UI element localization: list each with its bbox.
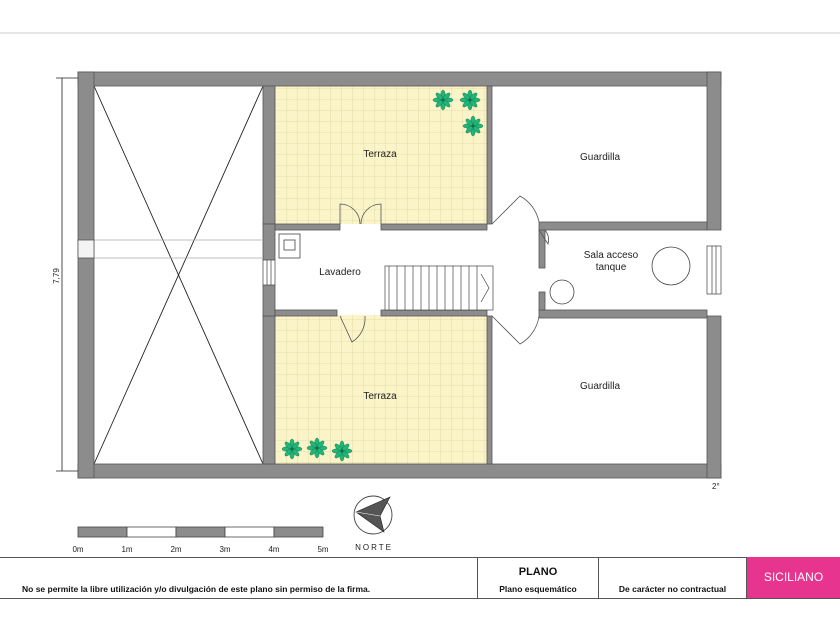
label-sala-line2: tanque xyxy=(595,262,627,273)
tank-small xyxy=(550,280,574,304)
plan-title: PLANO xyxy=(518,566,558,578)
tank-large xyxy=(652,247,690,285)
plan-subtitle: Plano esquemático xyxy=(499,584,577,594)
scale-tick-3: 3m xyxy=(219,545,231,554)
non-contractual-cell xyxy=(599,558,747,598)
north-compass-icon xyxy=(354,496,392,534)
scale-tick-2: 2m xyxy=(170,545,182,554)
scale-bar xyxy=(78,527,323,537)
dimension-label: 7,79 xyxy=(52,268,61,284)
brand-name: SICILIANO xyxy=(763,570,824,584)
scale-tick-5: 5m xyxy=(317,545,329,554)
light-shaft xyxy=(94,86,263,464)
terraza-bottom-floor xyxy=(275,315,487,464)
stairs xyxy=(385,266,493,310)
non-contractual-text: De carácter no contractual xyxy=(618,584,727,594)
label-guardilla-top: Guardilla xyxy=(579,152,621,163)
title-block xyxy=(0,557,840,599)
label-guardilla-bottom: Guardilla xyxy=(579,381,621,392)
disclaimer-cell xyxy=(0,558,478,598)
brand-logo xyxy=(747,557,840,598)
label-sala-line1: Sala acceso xyxy=(583,250,639,261)
plan-title-cell xyxy=(478,558,599,598)
scale-tick-4: 4m xyxy=(268,545,280,554)
plants-bottom xyxy=(282,438,352,461)
laundry-sink xyxy=(279,234,300,258)
north-label: NORTE xyxy=(355,543,393,552)
scale-tick-1: 1m xyxy=(121,545,133,554)
disclaimer-text: No se permite la libre utilización y/o divulgación de este plano sin permiso de la firma. xyxy=(22,584,371,594)
scale-tick-0: 0m xyxy=(72,545,84,554)
label-terraza-top: Terraza xyxy=(363,149,397,160)
label-terraza-bottom: Terraza xyxy=(363,391,397,402)
floor-label: 2° xyxy=(712,482,720,491)
label-lavadero: Lavadero xyxy=(319,267,361,278)
